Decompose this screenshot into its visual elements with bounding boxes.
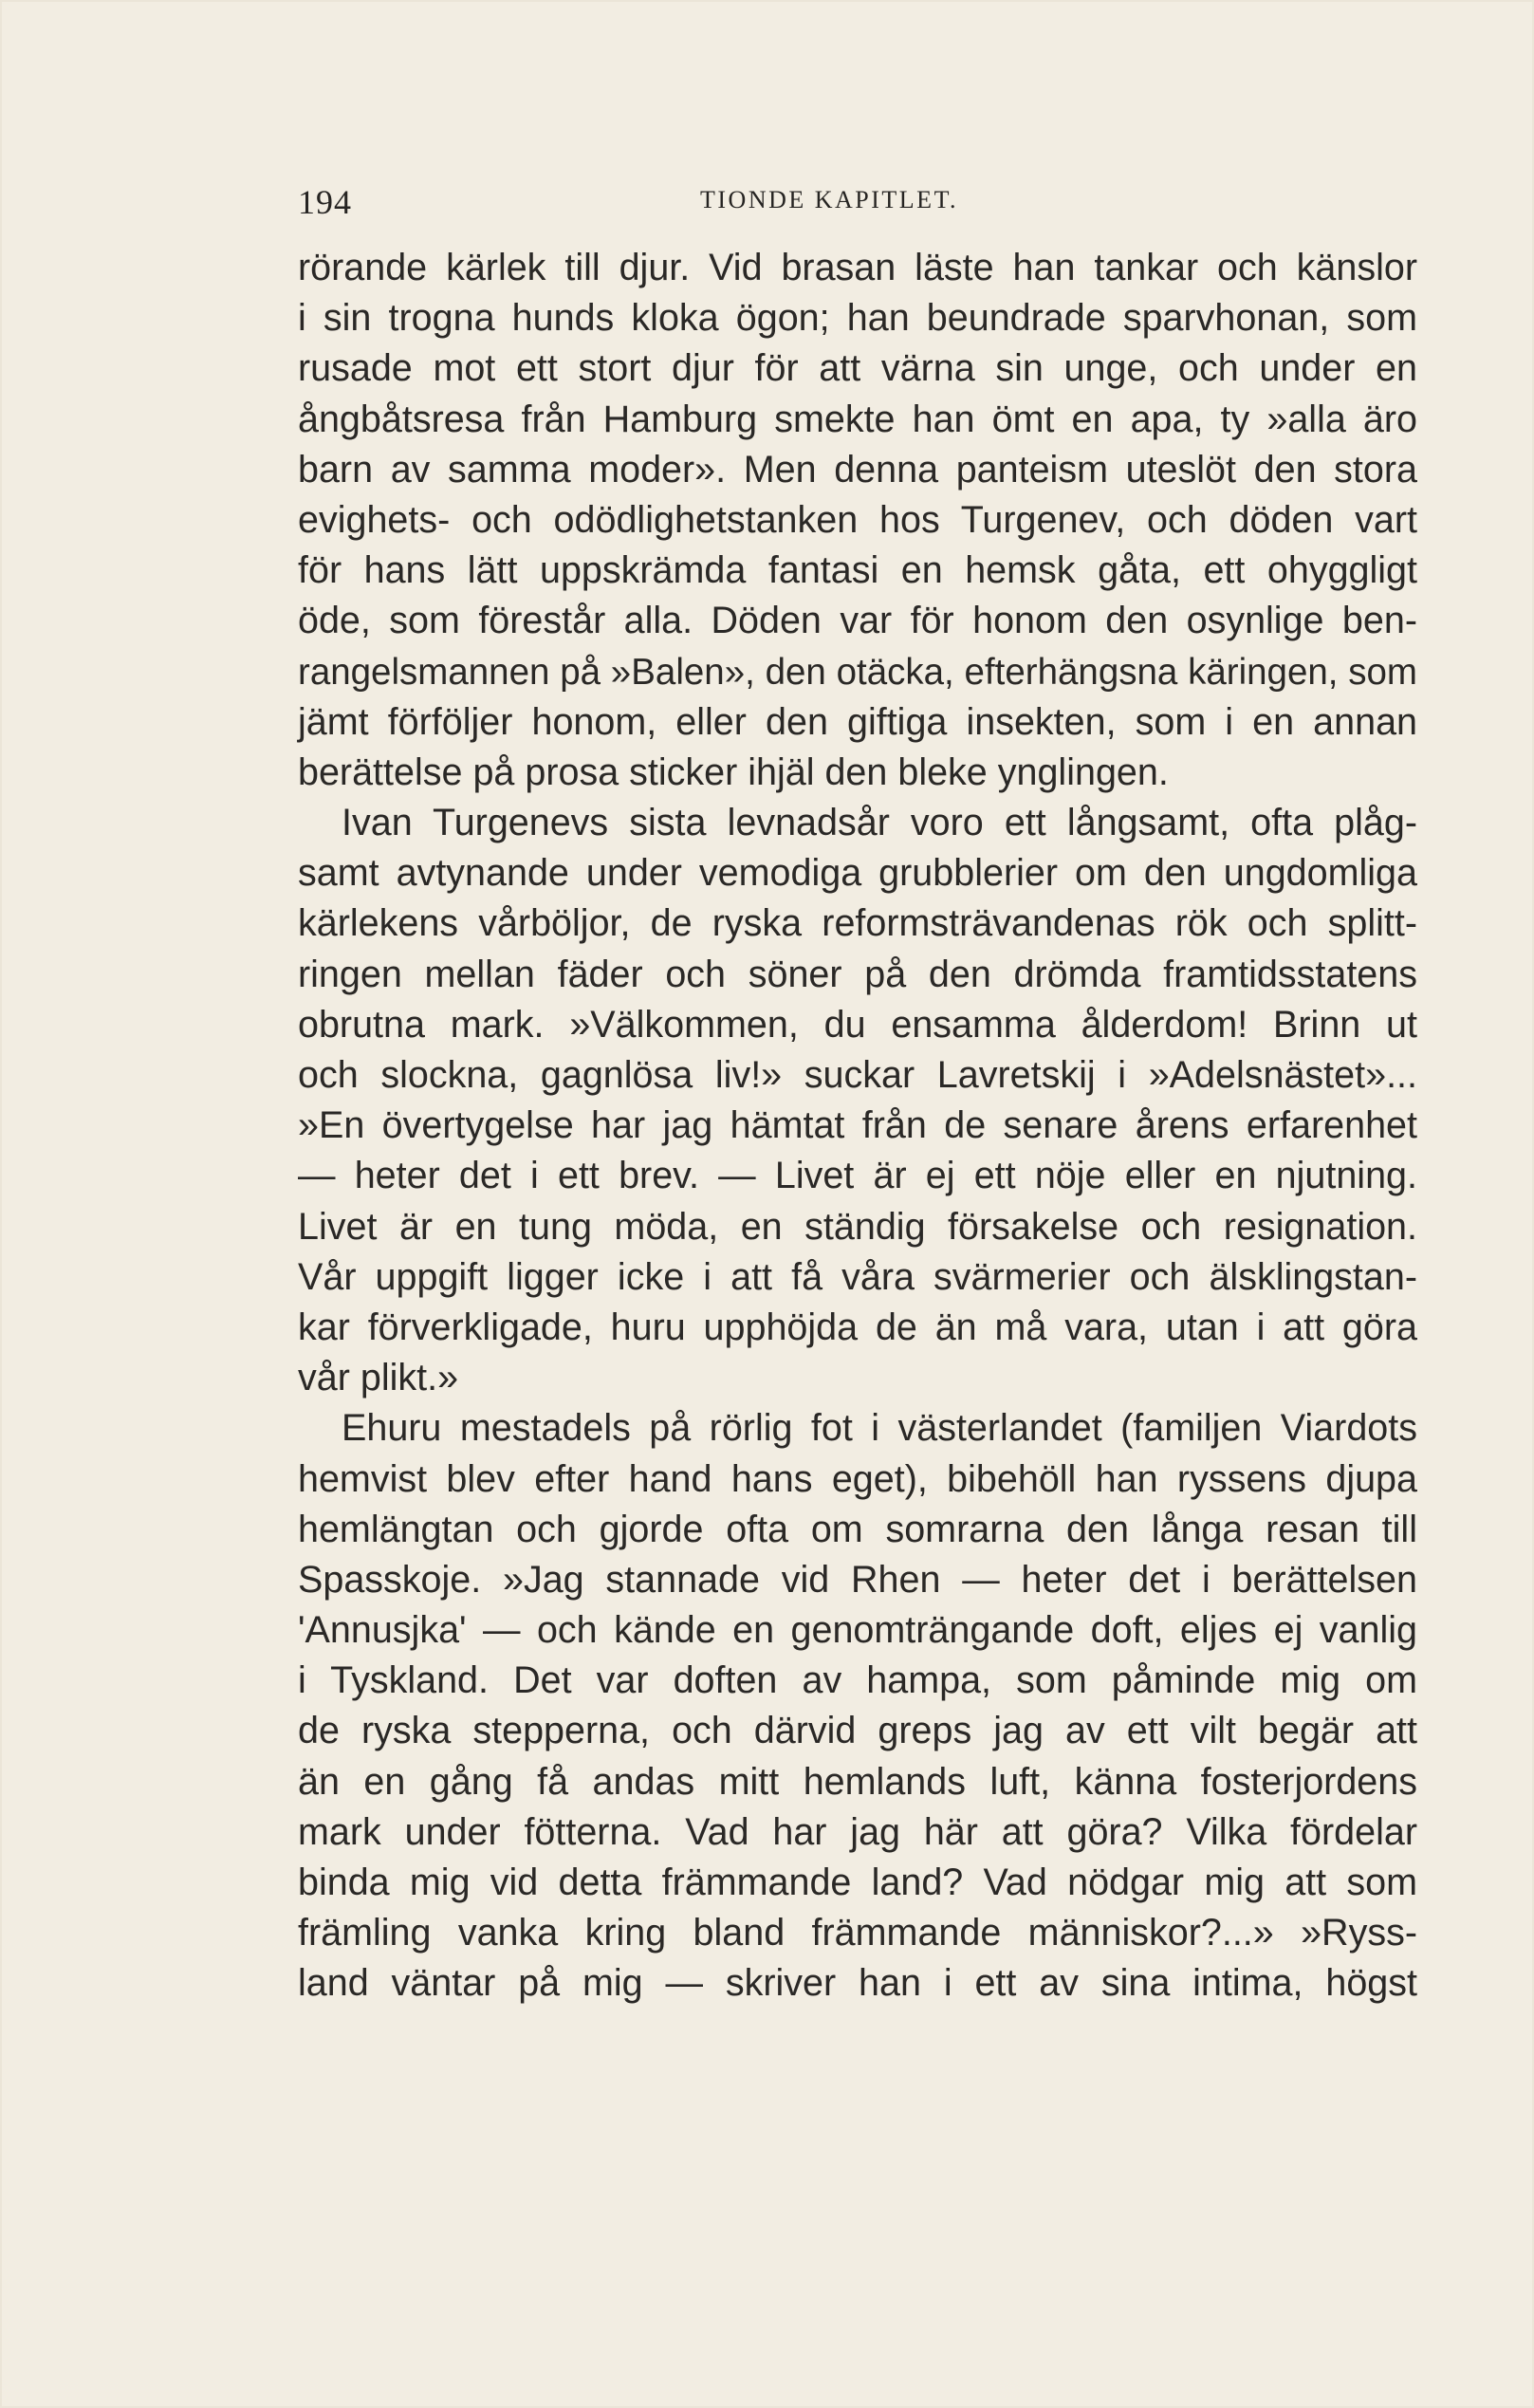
text-line: — heter det i ett brev. — Livet är ej ett nöje eller en njutning. bbox=[298, 1155, 1417, 1197]
text-line: 'Annusjka' — och kände en genomträngande doft, eljes ej vanlig bbox=[298, 1609, 1417, 1652]
running-head: TIONDE KAPITLET. bbox=[700, 186, 959, 213]
text-line: Livet är en tung möda, en ständig försakelse och resignation. bbox=[298, 1205, 1417, 1248]
text-line: rusade mot ett stort djur för att värna sin unge, och under en bbox=[298, 347, 1417, 390]
text-line: hemlängtan och gjorde ofta om somrarna den långa resan till bbox=[298, 1508, 1417, 1550]
text-line: Ivan Turgenevs sista levnadsår voro ett långsamt, ofta plåg- bbox=[342, 802, 1417, 844]
text-line: land väntar på mig — skriver han i ett av sina intima, högst bbox=[298, 1962, 1417, 2005]
text-line: samt avtynande under vemodiga grubblerier om den ungdomliga bbox=[298, 852, 1417, 895]
text-line: jämt förföljer honom, eller den giftiga insekten, som i en annan bbox=[298, 700, 1417, 743]
text-line: mark under fötterna. Vad har jag här att göra? Vilka fördelar bbox=[298, 1810, 1417, 1853]
text-line: binda mig vid detta främmande land? Vad nödgar mig att som bbox=[298, 1862, 1417, 1903]
text-line: kärlekens vårböljor, de ryska reformsträvandenas rök och splitt- bbox=[298, 902, 1417, 945]
text-line: för hans lätt uppskrämda fantasi en hemsk gåta, ett ohyggligt bbox=[298, 549, 1417, 592]
page-number: 194 bbox=[298, 183, 352, 221]
text-line: hemvist blev efter hand hans eget), bibehöll han ryssens djupa bbox=[298, 1457, 1417, 1500]
text-line: Ehuru mestadels på rörlig fot i västerlandet (familjen Viardots bbox=[342, 1407, 1417, 1450]
text-line: Spasskoje. »Jag stannade vid Rhen — heter det i berättelsen bbox=[298, 1558, 1417, 1601]
text-line: öde, som förestår alla. Döden var för honom den osynlige ben- bbox=[298, 600, 1417, 642]
text-line: i sin trogna hunds kloka ögon; han beundrade sparvhonan, som bbox=[298, 297, 1417, 340]
text-line: berättelse på prosa sticker ihjäl den bleke ynglingen. bbox=[298, 750, 1169, 793]
text-line: rörande kärlek till djur. Vid brasan läste han tankar och känslor bbox=[298, 247, 1417, 288]
body-text bbox=[298, 243, 1417, 2010]
text-line: än en gång få andas mitt hemlands luft, känna fosterjordens bbox=[298, 1760, 1417, 1803]
text-line: barn av samma moder». Men denna panteism uteslöt den stora bbox=[298, 448, 1417, 491]
text-line: evighets- och odödlighetstanken hos Turgenev, och döden vart bbox=[298, 498, 1417, 541]
text-line: ringen mellan fäder och söner på den drömda framtidsstatens bbox=[298, 953, 1417, 995]
text-line: ångbåtsresa från Hamburg smekte han ömt en apa, ty »alla äro bbox=[298, 398, 1417, 440]
text-line: och slockna, gagnlösa liv!» suckar Lavretskij i »Adelsnästet»... bbox=[298, 1054, 1417, 1096]
text-line: »En övertygelse har jag hämtat från de senare årens erfarenhet bbox=[298, 1104, 1417, 1147]
text-line: kar förverkligade, huru upphöjda de än må vara, utan i att göra bbox=[298, 1306, 1417, 1348]
page-header bbox=[298, 182, 1417, 235]
text-line: främling vanka kring bland främmande människor?...» »Ryss- bbox=[298, 1912, 1417, 1954]
text-line: rangelsmannen på »Balen», den otäcka, efterhängsna käringen, som bbox=[298, 651, 1417, 693]
text-line: i Tyskland. Det var doften av hampa, som påminde mig om bbox=[298, 1659, 1417, 1702]
text-line: de ryska stepperna, och därvid greps jag av ett vilt begär att bbox=[298, 1710, 1417, 1752]
text-line: vår plikt.» bbox=[298, 1357, 459, 1399]
text-line: obrutna mark. »Välkommen, du ensamma ålderdom! Brinn ut bbox=[298, 1003, 1417, 1046]
text-line: Vår uppgift ligger icke i att få våra svärmerier och älsklingstan- bbox=[298, 1255, 1417, 1298]
